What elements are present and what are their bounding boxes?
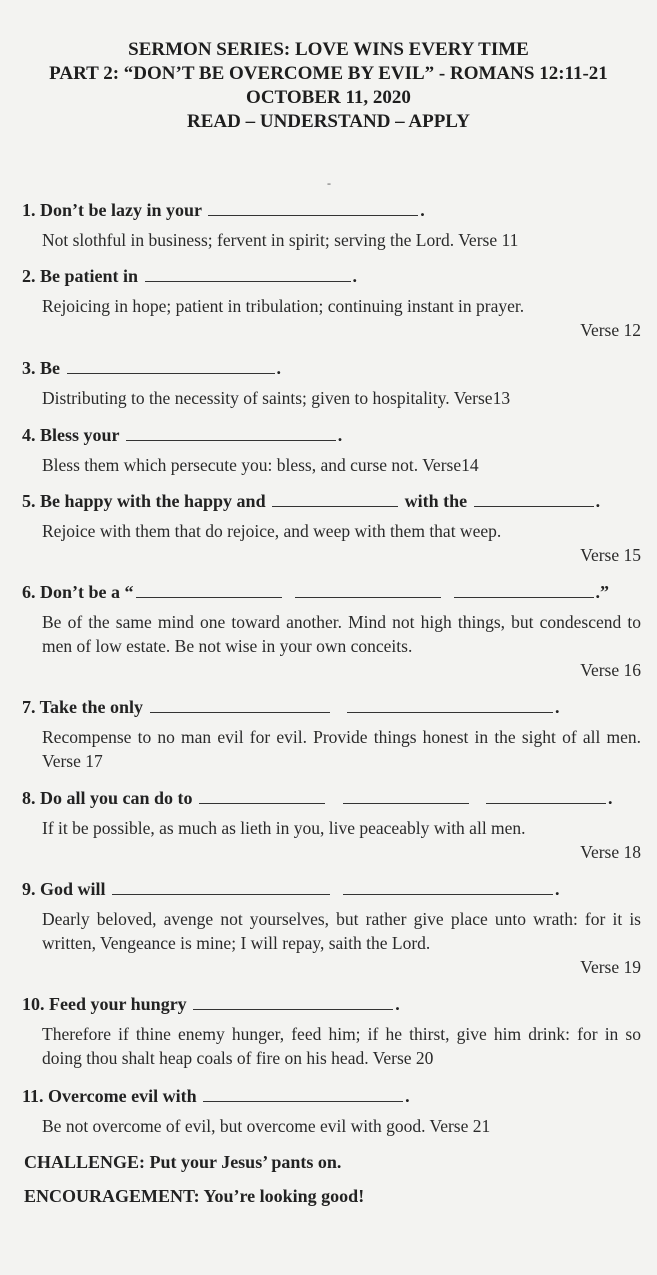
verse-text: Be not overcome of evil, but overcome evil with good. Verse 21 (42, 1116, 491, 1136)
item-punct: . (395, 994, 400, 1014)
outline-item-1 (22, 198, 641, 252)
outline-item-8 (22, 786, 641, 864)
fill-blank[interactable] (193, 993, 393, 1010)
verse-text: Rejoice with them that do rejoice, and weep with them that weep. (42, 521, 502, 541)
item-prompt: 6. Don’t be a “ (22, 582, 134, 602)
sermon-motto: READ – UNDERSTAND – APPLY (187, 111, 470, 132)
verse-text: Distributing to the necessity of saints; given to hospitality. Verse13 (42, 388, 511, 408)
item-punct: . (420, 200, 425, 220)
verse-reference: Verse 18 (580, 842, 641, 862)
item-punct: . (352, 266, 358, 286)
item-prompt: 4. Bless your (22, 425, 120, 445)
item-prompt: 2. Be patient in (22, 266, 139, 286)
outline-item-10 (22, 992, 641, 1070)
verse-text: Therefore if thine enemy hunger, feed him; if he thirst, give him drink: for in so doing thou shalt heap coals of fire on his head. Verse 20 (42, 1024, 641, 1068)
verse-reference: Verse 15 (580, 545, 641, 565)
challenge-line: CHALLENGE: Put your Jesus’ pants on. (24, 1152, 342, 1172)
item-prompt-cont: with the (404, 491, 468, 511)
item-prompt: 8. Do all you can do to (22, 788, 193, 808)
verse-text: Dearly beloved, avenge not yourselves, but rather give place unto wrath: for it is written, Vengeance is mine; I will repay, saith the Lord. (42, 909, 641, 953)
verse-reference: Verse 12 (580, 320, 641, 340)
fill-blank[interactable] (295, 581, 441, 598)
fill-blank[interactable] (112, 878, 330, 895)
outline-item-6 (22, 580, 641, 682)
item-prompt: 1. Don’t be lazy in your (22, 200, 202, 220)
sermon-header (0, 38, 657, 134)
item-punct: . (276, 358, 281, 378)
item-punct: . (555, 879, 560, 899)
fill-blank[interactable] (347, 696, 553, 713)
verse-text: If it be possible, as much as lieth in you, live peaceably with all men. (42, 818, 526, 838)
fill-blank[interactable] (474, 490, 594, 507)
outline-item-11 (22, 1084, 641, 1138)
verse-text: Recompense to no man evil for evil. Provide things honest in the sight of all men. Verse 17 (42, 727, 641, 771)
fill-blank[interactable] (126, 424, 336, 441)
fill-blank[interactable] (343, 787, 469, 804)
verse-text: Be of the same mind one toward another. Mind not high things, but condescend to men of low estate. Be not wise in your own conceits. (42, 612, 641, 656)
item-prompt: 11. Overcome evil with (22, 1086, 197, 1106)
verse-text: Bless them which persecute you: bless, and curse not. Verse14 (42, 455, 479, 475)
item-prompt: 3. Be (22, 358, 60, 378)
outline-item-5 (22, 489, 641, 567)
verse-reference: Verse 19 (580, 957, 641, 977)
encouragement-line: ENCOURAGEMENT: You’re looking good! (24, 1186, 365, 1206)
fill-blank[interactable] (203, 1085, 403, 1102)
fill-blank[interactable] (454, 581, 594, 598)
verse-text: Rejoicing in hope; patient in tribulation; continuing instant in prayer. (42, 296, 525, 316)
fill-blank[interactable] (150, 696, 330, 713)
item-punct: . (608, 788, 613, 808)
fill-blank[interactable] (208, 199, 418, 216)
item-prompt: 7. Take the only (22, 697, 144, 717)
series-title: SERMON SERIES: LOVE WINS EVERY TIME (128, 39, 529, 60)
fill-blank[interactable] (136, 581, 282, 598)
item-prompt: 5. Be happy with the happy and (22, 491, 266, 511)
item-punct: . (555, 697, 560, 717)
sermon-date: OCTOBER 11, 2020 (246, 87, 411, 108)
fill-blank[interactable] (67, 357, 275, 374)
fill-blank[interactable] (486, 787, 606, 804)
item-prompt: 9. God will (22, 879, 106, 899)
verse-reference: Verse 16 (580, 660, 641, 680)
outline-item-9 (22, 877, 641, 979)
item-punct: . (595, 491, 601, 511)
fill-blank[interactable] (145, 265, 351, 282)
verse-text: Not slothful in business; fervent in spirit; serving the Lord. Verse 11 (42, 230, 519, 250)
outline-item-3 (22, 356, 641, 410)
fill-blank[interactable] (343, 878, 553, 895)
item-punct: . (405, 1086, 410, 1106)
part-title: PART 2: “DON’T BE OVERCOME BY EVIL” - ROMANS 12:11-21 (49, 63, 608, 84)
item-punct: .” (595, 582, 609, 602)
outline-item-7 (22, 695, 641, 773)
fill-blank[interactable] (272, 490, 398, 507)
item-punct: . (337, 425, 343, 445)
separator-mark: - (327, 176, 331, 190)
item-prompt: 10. Feed your hungry (22, 994, 187, 1014)
outline-item-4 (22, 423, 641, 477)
outline-item-2 (22, 264, 641, 342)
fill-blank[interactable] (199, 787, 325, 804)
